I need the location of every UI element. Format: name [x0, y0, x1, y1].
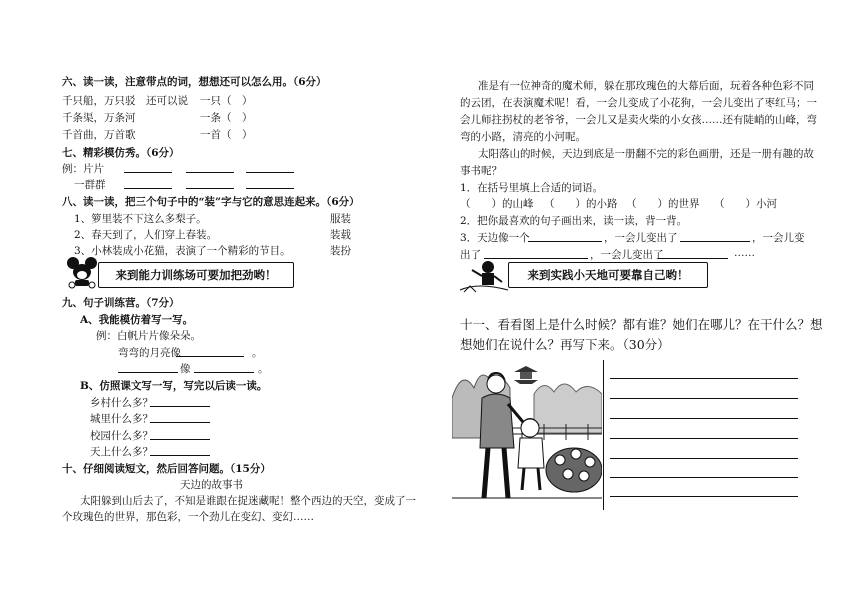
writing-line[interactable]	[610, 496, 798, 497]
section-11-line1: 十一、看看图上是什么时候？都有谁？她们在哪儿？在干什么？想	[460, 317, 823, 332]
s8-sentence: 3、小林装成小花猫，表演了一个精彩的节目。	[74, 245, 291, 257]
section-9-title: 九、句子训练营。（7分）	[62, 297, 180, 309]
q3-blank[interactable]	[528, 230, 602, 242]
q3-text: 出了	[460, 249, 481, 261]
s7-example2: 一群群	[74, 179, 106, 191]
s9a-title: A、我能模仿着写一写。	[80, 314, 194, 326]
section-10-title: 十、仔细阅读短文，然后回答问题。（15分）	[62, 463, 271, 475]
section-11-line2: 想她们在说什么？再写下来。（30分）	[460, 337, 670, 352]
question-3: 3．天边像一个	[460, 232, 530, 244]
s9a-blank[interactable]	[194, 361, 254, 373]
story-paragraph-1b: 个玫瑰色的世界，那色彩，一个劲儿在变幻、变幻……	[62, 511, 314, 523]
q3-blank[interactable]	[680, 230, 750, 242]
s7-blank[interactable]	[246, 161, 294, 173]
child-mascot-icon	[458, 258, 510, 294]
s9a-blank[interactable]	[118, 361, 178, 373]
s8-meaning: 装载	[330, 229, 351, 241]
writing-divider	[603, 360, 604, 510]
q1-item: （ ）的小路	[544, 198, 618, 210]
s9a-line2-end: 。	[258, 363, 269, 375]
s6-row1-left: 千只船，万只驳	[62, 95, 136, 107]
s8-meaning: 装扮	[330, 245, 351, 257]
s7-blank[interactable]	[186, 161, 234, 173]
mother-daughter-illustration	[452, 358, 602, 508]
s9b-line: 天上什么多？	[90, 446, 153, 458]
s6-row3-right: 一首（ ）	[200, 129, 253, 141]
q3-text: ，一会儿变出了	[604, 232, 678, 244]
story-paragraph-2: 弯的小路，清亮的小河呢。	[460, 131, 586, 143]
writing-line[interactable]	[610, 438, 798, 439]
writing-line[interactable]	[610, 418, 798, 419]
s7-blank[interactable]	[124, 161, 172, 173]
writing-line[interactable]	[610, 378, 798, 379]
s9b-title: B、仿照课文写一写，写完以后读一读。	[80, 380, 268, 392]
section-8-title: 八、读一读，把三个句子中的“装”字与它的意思连起来。（6分）	[62, 196, 360, 208]
s6-row2-right: 一条（ ）	[200, 112, 253, 124]
story-paragraph-1a: 太阳躲到山后去了，不知是谁跟在捉迷藏呢！整个西边的天空，变成了一	[80, 495, 416, 507]
q3-blank[interactable]	[658, 247, 728, 259]
q3-text: ，一会儿变	[752, 232, 805, 244]
story-paragraph-2: 的云团，在表演魔术呢！看，一会儿变成了小花狗，一会儿变出了枣红马；一	[460, 97, 817, 109]
left-banner: 来到能力训练场可要加把劲哟！	[98, 262, 294, 288]
s9b-line: 乡村什么多？	[90, 397, 153, 409]
s7-example-label: 例：片片	[62, 163, 104, 175]
s6-row2-left: 千条渠，万条河	[62, 112, 136, 124]
right-banner: 来到实践小天地可要靠自己哟！	[508, 262, 708, 288]
s8-meaning: 服装	[330, 213, 351, 225]
s6-row1-right: 一只（ ）	[200, 95, 253, 107]
s9b-line: 城里什么多？	[90, 413, 153, 425]
s9b-line: 校园什么多？	[90, 430, 153, 442]
story-paragraph-3: 事书呢？	[460, 165, 502, 177]
story-title: 天边的故事书	[180, 479, 243, 491]
q1-item: （ ）的世界	[626, 198, 700, 210]
s9b-blank[interactable]	[150, 411, 210, 423]
q1-item: （ ）的山峰	[460, 198, 534, 210]
section-7-title: 七、精彩模仿秀。（6分）	[62, 147, 180, 159]
q3-ellipsis: ……	[734, 247, 755, 259]
q3-text: ，一会儿变出了	[590, 249, 664, 261]
story-paragraph-2: 会儿师拄拐杖的老爷爷，一会儿又是卖火柴的小女孩……还有陡峭的山峰，弯	[460, 114, 817, 126]
s9a-blank[interactable]	[176, 345, 244, 357]
s8-sentence: 2、春天到了，人们穿上春装。	[74, 229, 218, 241]
story-paragraph-2: 准是有一位神奇的魔术师，躲在那玫瑰色的大幕后面，玩着各种色彩不同	[478, 80, 814, 92]
question-2: 2．把你最喜欢的句子画出来，读一读，背一背。	[460, 215, 688, 227]
s6-hint: 还可以说	[146, 95, 188, 107]
writing-line[interactable]	[610, 398, 798, 399]
s9b-blank[interactable]	[150, 395, 210, 407]
question-1: 1．在括号里填上合适的词语。	[460, 182, 604, 194]
writing-line[interactable]	[610, 458, 798, 459]
s7-blank[interactable]	[186, 177, 234, 189]
section-6-title: 六、读一读，注意带点的词，想想还可以怎么用。（6分）	[62, 76, 327, 88]
s7-blank[interactable]	[124, 177, 172, 189]
q1-item: （ ）小河	[714, 198, 777, 210]
s9a-line1: 弯弯的月亮像	[118, 347, 181, 359]
s7-blank[interactable]	[246, 177, 294, 189]
s9a-example: 例：白帆片片像朵朵。	[96, 330, 201, 342]
s9b-blank[interactable]	[150, 428, 210, 440]
s8-sentence: 1、箩里装不下这么多梨子。	[74, 213, 207, 225]
writing-line[interactable]	[610, 477, 798, 478]
s6-row3-left: 千首曲，万首歌	[62, 129, 136, 141]
s9b-blank[interactable]	[150, 444, 210, 456]
story-paragraph-3: 太阳落山的时候，天边到底是一册翻不完的彩色画册，还是一册有趣的故	[478, 148, 814, 160]
s9a-line1-end: 。	[252, 347, 263, 359]
s9a-line2: 像	[180, 363, 191, 375]
